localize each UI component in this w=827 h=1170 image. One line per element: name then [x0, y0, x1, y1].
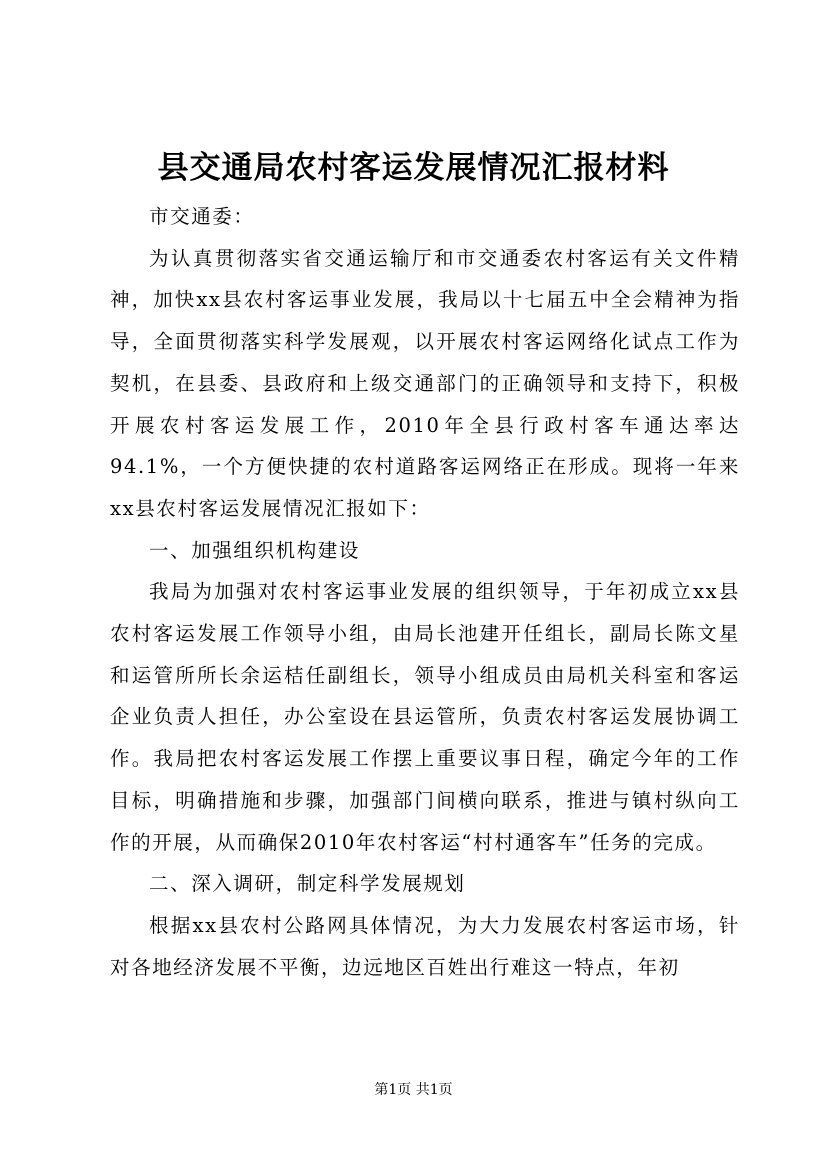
- document-body: [110, 196, 740, 988]
- page-footer: 第1页 共1页: [374, 1082, 453, 1098]
- section-heading-1: 一、加强组织机构建设: [149, 538, 361, 562]
- paragraph-intro: 为认真贯彻落实省交通运输厅和市交通委农村客运有关文件精神，加快xx县农村客运事业发展，我局以十七届五中全会精神为指导，全面贯彻落实科学发展观，以开展农村客运网络化试点工作为契机，在县委、县政府和上级交通部门的正确领导和支持下，积极开展农村客运发展工作，2010年全县行政村客车通达率达94.1%，一个方便快捷的农村道路客运网络正在形成。现将一年来xx县农村客运发展情况汇报如下：: [110, 246, 740, 520]
- document-title: 县交通局农村客运发展情况汇报材料: [157, 150, 670, 186]
- salutation: 市交通委：: [149, 205, 255, 228]
- paragraph-section-1: 我局为加强对农村客运事业发展的组织领导，于年初成立xx县农村客运发展工作领导小组，由局长池建开任组长，副局长陈文星和运管所所长余运桔任副组长，领导小组成员由局机关科室和客运企业负责人担任，办公室设在县运管所，负责农村客运发展协调工作。我局把农村客运发展工作摆上重要议事日程，确定今年的工作目标，明确措施和步骤，加强部门间横向联系，推进与镇村纵向工作的开展，从而确保2010年农村客运“村村通客车”任务的完成。: [110, 580, 740, 854]
- section-heading-2: 二、深入调研，制定科学发展规划: [149, 872, 466, 896]
- paragraph-section-2: 根据xx县农村公路网具体情况，为大力发展农村客运市场，针对各地经济发展不平衡，边远地区百姓出行难这一特点，年初: [110, 913, 740, 979]
